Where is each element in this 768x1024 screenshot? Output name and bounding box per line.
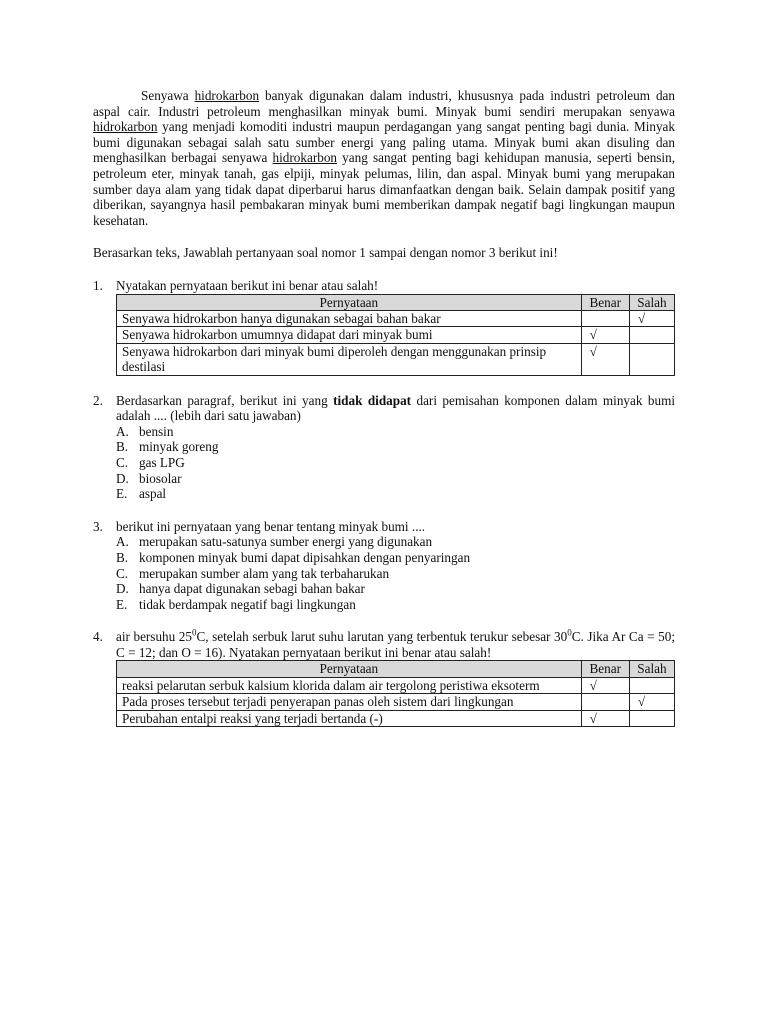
statement-table-1 xyxy=(116,294,675,376)
option-a[interactable]: A. merupakan satu-satunya sumber energi yang digunakan xyxy=(116,534,433,550)
intro-paragraph: Senyawa hidrokarbon banyak digunakan dalam industri, khususnya pada industri petroleum dan aspal cair. Industri petroleum menghasilkan minyak bumi. Minyak bumi sendiri merupakan senyawa hidrokarbon yang menjadi komoditi industri maupun perdagangan yang sangat penting bagi dunia. Minyak bumi digunakan sebagai salah satu sumber energi yang paling utama. Minyak bumi akan disuling dan menghasilkan berbagai senyawa hidrokarbon yang sangat penting bagi kehidupan manusia, seperti bensin, petroleum eter, minyak tanah, gas elpiji, minyak pelumas, lilin, dan aspal. Minyak bumi yang merupakan sumber daya alam yang tidak dapat diperbarui harus dimanfaatkan dengan baik. Selain dampak positif yang diberikan, sayangnya hasil pembakaran minyak bumi memberikan dampak negatif bagi lingkungan maupun kesehatan. xyxy=(93,88,675,228)
statement-cell: Senyawa hidrokarbon umumnya didapat dari minyak bumi xyxy=(117,327,582,343)
option-b[interactable]: B. komponen minyak bumi dapat dipisahkan dengan penyaringan xyxy=(116,549,471,565)
table-header-row xyxy=(117,661,675,677)
statement-table-4 xyxy=(116,660,675,727)
question-text: air bersuhu $25^0C$, setelah serbuk larut suhu larutan yang terbentuk terukur sebesar $30^0C$. Jika Ar Ca = 50; C = 12; dan O = 16). Nyatakan pernyataan berikut ini benar atau salah! xyxy=(116,627,675,660)
table-row xyxy=(117,343,675,375)
true-check-cell[interactable] xyxy=(581,694,629,710)
question-number: 3. xyxy=(93,518,103,534)
question-3 xyxy=(93,519,675,613)
statement-cell: Senyawa hidrokarbon dari minyak bumi diperoleh dengan menggunakan prinsip destilasi xyxy=(117,343,582,375)
table-row xyxy=(117,694,675,710)
false-check-cell[interactable]: √ xyxy=(629,694,674,710)
instruction-text: Berasarkan teks, Jawablah pertanyaan soal nomor 1 sampai dengan nomor 3 berikut ini! xyxy=(93,245,558,261)
option-e[interactable]: E. aspal xyxy=(116,486,167,502)
header-true: Benar xyxy=(581,661,629,677)
question-4 xyxy=(93,629,675,727)
header-false: Salah xyxy=(629,661,674,677)
document-content xyxy=(93,88,675,727)
underlined-term: hidrokarbon xyxy=(194,88,260,103)
true-check-cell[interactable]: √ xyxy=(581,710,629,726)
header-true: Benar xyxy=(581,294,629,310)
underlined-term: hidrokarbon xyxy=(272,150,338,166)
table-header-row xyxy=(117,294,675,310)
answer-options xyxy=(116,534,675,612)
table-row xyxy=(117,327,675,343)
option-a[interactable]: A. bensin xyxy=(116,423,174,439)
question-number: 1. xyxy=(93,277,103,293)
question-text: berikut ini pernyataan yang benar tentang minyak bumi .... xyxy=(116,518,426,534)
statement-cell: Pada proses tersebut terjadi penyerapan panas oleh sistem dari lingkungan xyxy=(117,694,582,710)
question-1 xyxy=(93,278,675,376)
question-number: 2. xyxy=(93,392,103,408)
true-check-cell[interactable]: √ xyxy=(581,343,629,375)
table-row xyxy=(117,677,675,693)
header-statement: Pernyataan xyxy=(117,294,582,310)
false-check-cell[interactable]: √ xyxy=(629,310,674,326)
false-check-cell[interactable] xyxy=(629,677,674,693)
option-c[interactable]: C. merupakan sumber alam yang tak terbaharukan xyxy=(116,565,390,581)
question-text: Nyatakan pernyataan berikut ini benar atau salah! xyxy=(116,277,379,293)
emphasis-text: tidak didapat xyxy=(333,392,412,408)
header-false: Salah xyxy=(629,294,674,310)
false-check-cell[interactable] xyxy=(629,710,674,726)
false-check-cell[interactable] xyxy=(629,343,674,375)
option-b[interactable]: B. minyak goreng xyxy=(116,439,219,455)
option-d[interactable]: D. biosolar xyxy=(116,470,182,486)
true-check-cell[interactable]: √ xyxy=(581,677,629,693)
statement-cell: Senyawa hidrokarbon hanya digunakan sebagai bahan bakar xyxy=(117,310,582,326)
underlined-term: hidrokarbon xyxy=(93,119,158,135)
false-check-cell[interactable] xyxy=(629,327,674,343)
true-check-cell[interactable] xyxy=(581,310,629,326)
question-text: Berdasarkan paragraf, berikut ini yang tidak didapat dari pemisahan komponen dalam minyak bumi adalah .... (lebih dari satu jawaban) xyxy=(116,392,675,424)
table-row xyxy=(117,710,675,726)
true-check-cell[interactable]: √ xyxy=(581,327,629,343)
question-number: 4. xyxy=(93,629,103,645)
option-d[interactable]: D. hanya dapat digunakan sebagi bahan bakar xyxy=(116,581,365,597)
question-2 xyxy=(93,393,675,502)
option-e[interactable]: E. tidak berdampak negatif bagi lingkungan xyxy=(116,596,356,612)
statement-cell: Perubahan entalpi reaksi yang terjadi bertanda (-) xyxy=(117,710,582,726)
table-row xyxy=(117,310,675,326)
statement-cell: reaksi pelarutan serbuk kalsium klorida dalam air tergolong peristiwa eksoterm xyxy=(117,677,582,693)
header-statement: Pernyataan xyxy=(117,661,582,677)
option-c[interactable]: C. gas LPG xyxy=(116,454,185,470)
answer-options xyxy=(116,424,675,502)
